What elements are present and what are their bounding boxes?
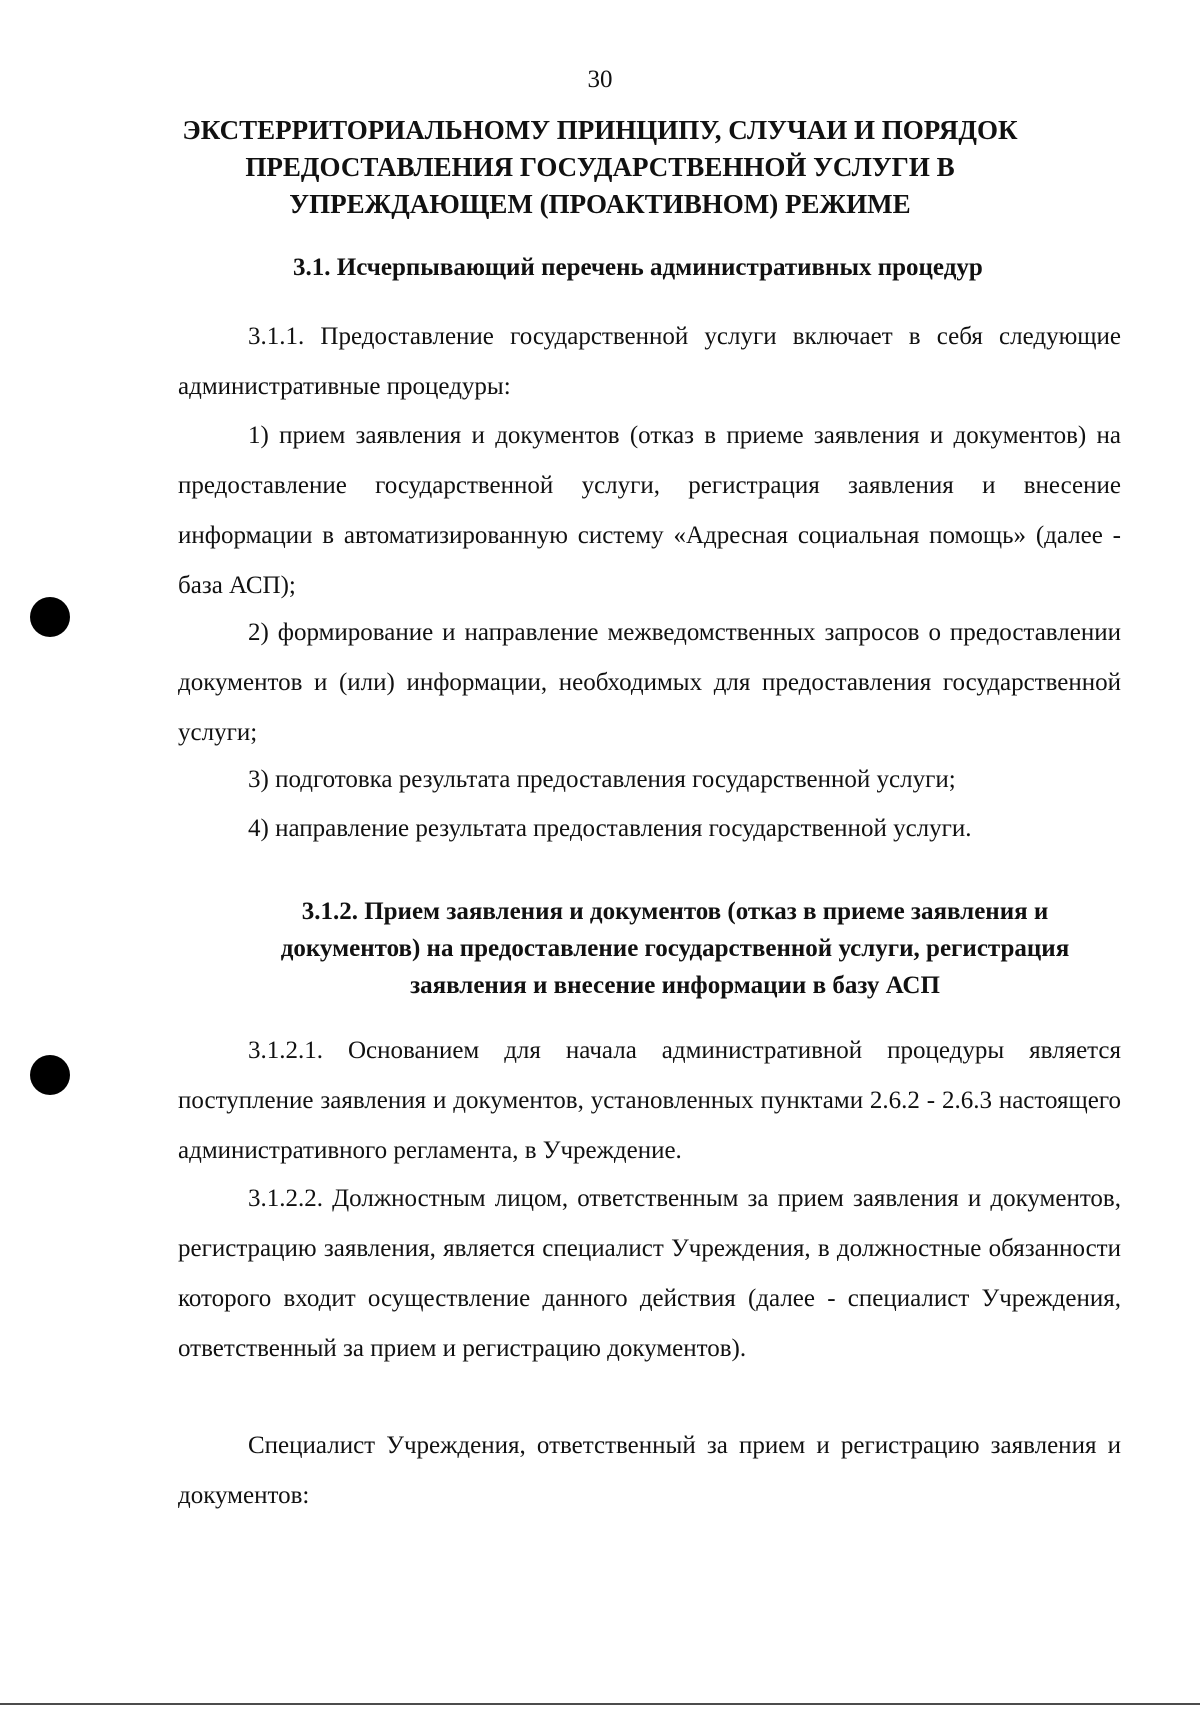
page-number: 30 xyxy=(587,66,613,93)
section-3-1-2-heading: 3.1.2. Прием заявления и документов (отказ в приеме заявления и документов) на предоставление государственной услуги, регистрация заявления и внесение информации в базу АСП xyxy=(280,898,1070,999)
scan-edge-line xyxy=(0,1703,1200,1705)
paragraph-3-1-2-1: 3.1.2.1. Основанием для начала административной процедуры является поступление заявления и документов, установленных пунктами 2.6.2 - 2.6.3 настоящего административного регламента, в Учреждение. xyxy=(178,1037,1121,1164)
list-item-1: 1) прием заявления и документов (отказ в приеме заявления и документов) на предоставление государственной услуги, регистрация заявления и внесение информации в автоматизированную систему «Адресная социальная помощь» (далее - база АСП); xyxy=(178,422,1121,599)
list-item-2: 2) формирование и направление межведомственных запросов о предоставлении документов и (или) информации, необходимых для предоставления государственной услуги; xyxy=(178,619,1121,746)
paragraph-specialist: Специалист Учреждения, ответственный за прием и регистрацию заявления и документов: xyxy=(178,1432,1121,1509)
chapter-title: ЭКСТЕРРИТОРИАЛЬНОМУ ПРИНЦИПУ, СЛУЧАИ И ПОРЯДОК ПРЕДОСТАВЛЕНИЯ ГОСУДАРСТВЕННОЙ УСЛУГИ В УПРЕЖДАЮЩЕМ (ПРОАКТИВНОМ) РЕЖИМЕ xyxy=(182,115,1018,219)
paragraph-3-1-1: 3.1.1. Предоставление государственной услуги включает в себя следующие административные процедуры: xyxy=(178,323,1121,400)
list-item-4: 4) направление результата предоставления государственной услуги. xyxy=(248,815,972,842)
punch-hole-mark xyxy=(30,597,70,637)
section-3-1-heading: 3.1. Исчерпывающий перечень административных процедур xyxy=(293,254,983,281)
paragraph-3-1-2-2: 3.1.2.2. Должностным лицом, ответственным за прием заявления и документов, регистрацию заявления, является специалист Учреждения, в должностные обязанности которого входит осуществление данного действия (далее - специалист Учреждения, ответственный за прием и регистрацию документов). xyxy=(178,1185,1121,1362)
list-item-3: 3) подготовка результата предоставления государственной услуги; xyxy=(248,766,956,793)
punch-hole-mark xyxy=(30,1055,70,1095)
